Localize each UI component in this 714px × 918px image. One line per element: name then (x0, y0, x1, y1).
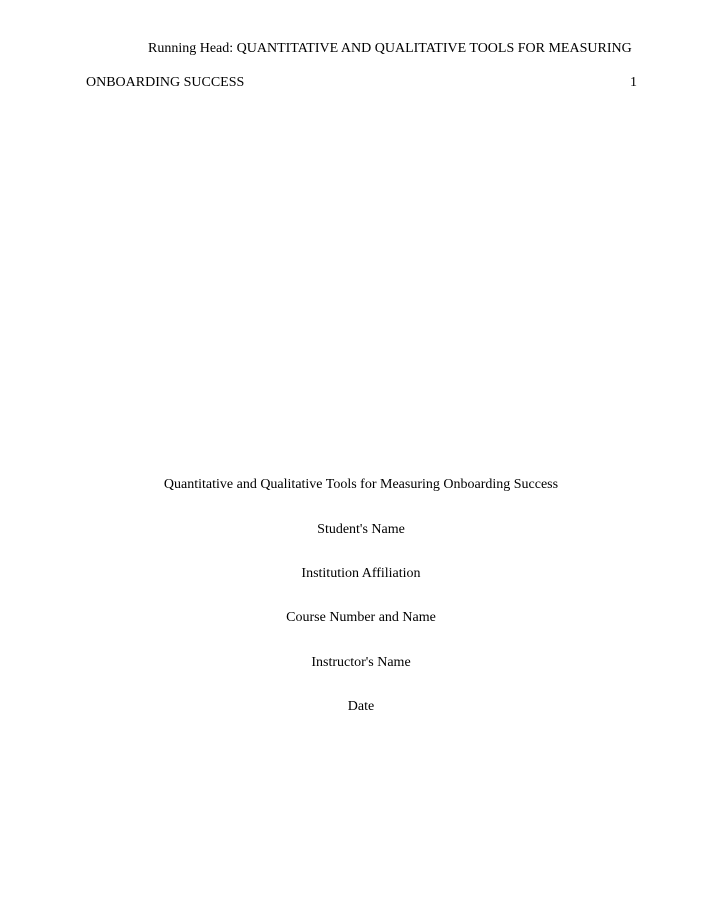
running-head-continuation: ONBOARDING SUCCESS (86, 75, 245, 90)
page-number: 1 (630, 75, 637, 90)
institution-affiliation: Institution Affiliation (301, 566, 421, 581)
running-head: Running Head: QUANTITATIVE AND QUALITATIVE TOOLS FOR MEASURING (148, 41, 632, 56)
running-head-continuation-row (86, 74, 637, 92)
paper-title: Quantitative and Qualitative Tools for Measuring Onboarding Success (163, 477, 559, 492)
student-name: Student's Name (317, 522, 405, 537)
course-number-and-name: Course Number and Name (286, 610, 436, 625)
date: Date (347, 699, 375, 714)
instructor-name: Instructor's Name (311, 655, 411, 670)
